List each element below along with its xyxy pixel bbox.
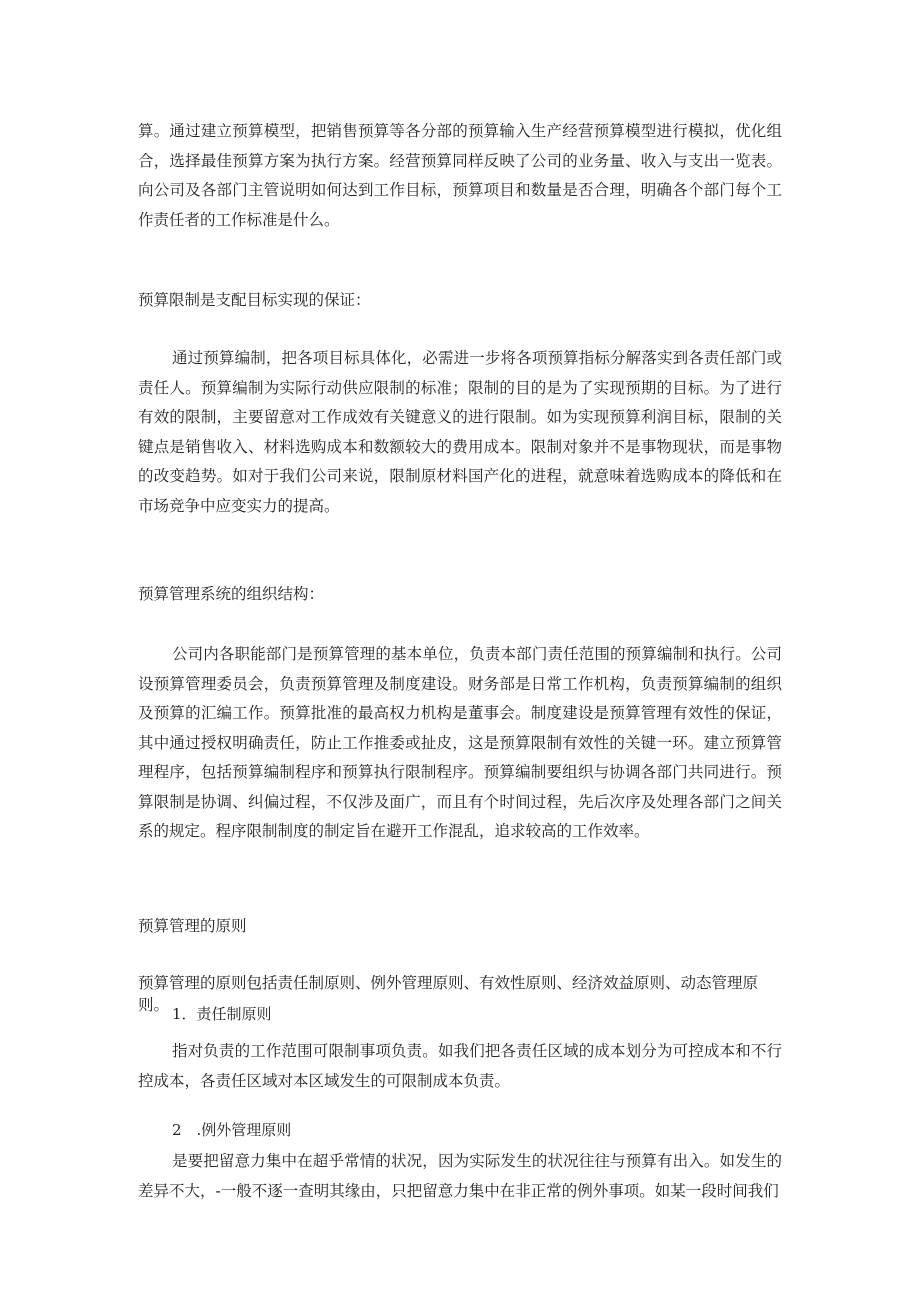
paragraph-principles-list: 预算管理的原则包括责任制原则、例外管理原则、有效性原则、经济效益原则、动态管理原则。: [138, 974, 759, 1014]
subheading-exception-principle: 2 .例外管理原则: [172, 1121, 292, 1139]
paragraph-budget-model: 算。通过建立预算模型，把销售预算等各分部的预算输入生产经营预算模型进行模拟，优化组合，选择最佳预算方案为执行方案。经营预算同样反映了公司的业务量、收入与支出一览表。向公司及各部门主管说明如何达到工作目标，预算项目和数量是否合理，明确各个部门每个工作责任者的工作标准是什么。: [138, 122, 782, 229]
paragraph-responsibility-principle: 指对负责的工作范围可限制事项负责。如我们把各责任区域的成本划分为可控成本和不行控成本，各责任区域对本区域发生的可限制成本负责。: [138, 1042, 782, 1090]
heading-budget-control: 预算限制是支配目标实现的保证：: [138, 291, 371, 309]
paragraph-exception-principle: 是要把留意力集中在超乎常情的状况，因为实际发生的状况往往与预算有出入。如发生的差异不大，-一般不逐一查明其缘由，只把留意力集中在非正常的例外事项。如某一段时间我们: [138, 1152, 782, 1200]
paragraph-org-structure: 公司内各职能部门是预算管理的基本单位，负责本部门责任范围的预算编制和执行。公司设预算管理委员会，负责预算管理及制度建设。财务部是日常工作机构，负责预算编制的组织及预算的汇编工作。预算批准的最高权力机构是董事会。制度建设是预算管理有效性的保证，其中通过授权明确责任，防止工作推委或扯皮，这是预算限制有效性的关键一环。建立预算管理程序，包括预算编制程序和预算执行限制程序。预算编制要组织与协调各部门共同进行。预算限制是协调、纠偏过程，不仅涉及面广，而且有个时间过程，先后次序及处理各部门之间关系的规定。程序限制制度的制定旨在避开工作混乱，追求较高的工作效率。: [138, 645, 782, 840]
heading-org-structure: 预算管理系统的组织结构：: [138, 585, 325, 603]
heading-principles: 预算管理的原则: [138, 917, 247, 935]
paragraph-budget-control: 通过预算编制，把各项目标具体化，必需进一步将各项预算指标分解落实到各责任部门或责任人。预算编制为实际行动供应限制的标准；限制的目的是为了实现预期的目标。为了进行有效的限制，主要留意对工作成效有关键意义的进行限制。如为实现预算利润目标，限制的关键点是销售收入、材料选购成本和数额较大的费用成本。限制对象并不是事物现状，而是事物的改变趋势。如对于我们公司来说，限制原材料国产化的进程，就意味着选购成本的降低和在市场竞争中应变实力的提高。: [138, 349, 782, 515]
subheading-responsibility-principle: 1．责任制原则: [172, 1005, 272, 1023]
